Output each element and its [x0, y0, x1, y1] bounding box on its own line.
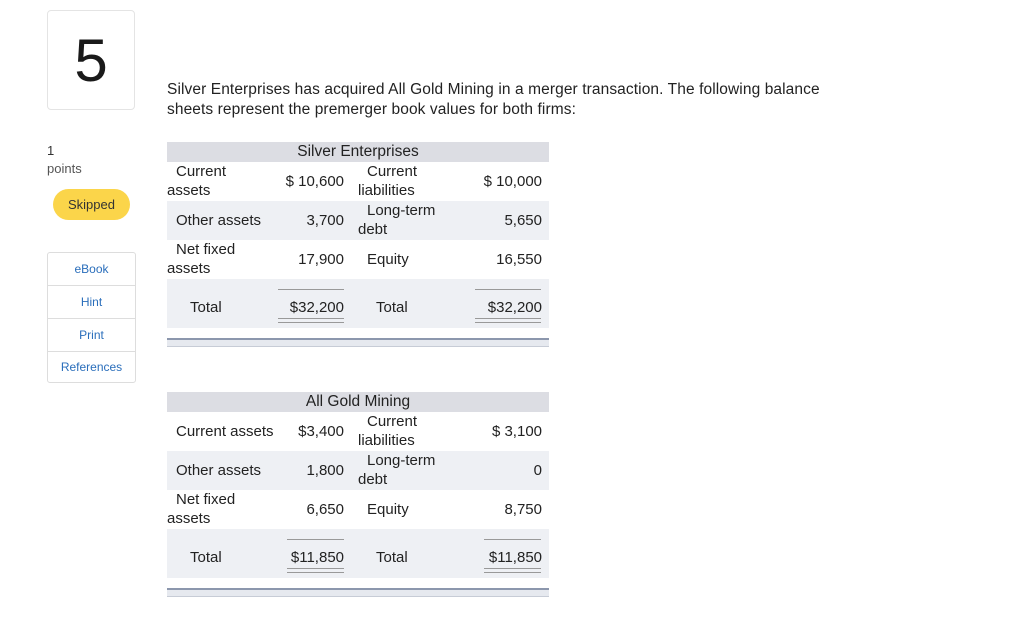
table-row: [167, 162, 549, 201]
table-row: [167, 412, 549, 451]
total-label: Total: [376, 549, 408, 566]
total-value: $11,850: [290, 549, 344, 566]
table-divider: [167, 588, 549, 597]
row-value: 0: [533, 462, 542, 479]
underline: [278, 289, 344, 290]
row-label: Net fixed: [176, 241, 236, 258]
table-row: [167, 490, 549, 529]
row-value: 5,650: [504, 212, 542, 229]
row-label: Equity: [367, 251, 409, 268]
row-label: Current: [176, 163, 227, 180]
row-label: Long-term: [367, 452, 436, 469]
total-row: [167, 279, 549, 328]
row-value: 16,550: [496, 251, 542, 268]
row-label: debt: [358, 221, 388, 238]
double-underline: [484, 568, 541, 573]
table-row: [167, 451, 549, 490]
underline: [287, 539, 344, 540]
row-label: assets: [167, 260, 211, 277]
total-row: [167, 529, 549, 578]
total-value: $32,200: [289, 299, 344, 316]
total-label: Total: [376, 299, 408, 316]
row-value: 6,650: [306, 501, 344, 518]
table-row: [167, 201, 549, 240]
double-underline: [287, 568, 344, 573]
row-label: Other assets: [176, 462, 262, 479]
row-label: Other assets: [176, 212, 262, 229]
row-value: 1,800: [306, 462, 344, 479]
tools-panel: [47, 252, 136, 383]
sheet-title: All Gold Mining: [167, 392, 549, 412]
row-label: assets: [167, 182, 211, 199]
row-label: liabilities: [358, 182, 415, 199]
points-label: points: [47, 161, 82, 176]
print-link[interactable]: Print: [48, 319, 135, 352]
row-label: Equity: [367, 501, 409, 518]
gold-balance-sheet: [167, 392, 549, 597]
references-link[interactable]: References: [60, 360, 123, 374]
table-row: [167, 240, 549, 279]
row-label: Current: [367, 163, 418, 180]
row-label: Current assets: [176, 423, 274, 440]
row-value: $3,400: [298, 423, 344, 440]
silver-balance-sheet: [167, 142, 549, 347]
underline: [484, 539, 541, 540]
question-prompt: Silver Enterprises has acquired All Gold Mining in a merger transaction. The following balance sheets represent the premerger book values for both firms:: [167, 81, 820, 118]
question-number: 5: [47, 10, 135, 110]
row-value: $ 10,600: [285, 173, 344, 190]
total-value: $11,850: [488, 549, 542, 566]
row-value: $ 3,100: [491, 423, 542, 440]
row-label: Long-term: [367, 202, 436, 219]
hint-link[interactable]: Hint: [48, 286, 135, 319]
row-value: 3,700: [306, 212, 344, 229]
row-value: 17,900: [298, 251, 344, 268]
underline: [475, 289, 541, 290]
row-value: $ 10,000: [483, 173, 542, 190]
status-badge: Skipped: [53, 189, 130, 220]
row-label: assets: [167, 510, 211, 527]
total-label: Total: [190, 549, 222, 566]
double-underline: [475, 318, 541, 323]
row-label: Net fixed: [176, 491, 236, 508]
row-label: debt: [358, 471, 388, 488]
points-value: 1: [47, 143, 55, 158]
row-value: 8,750: [504, 501, 542, 518]
double-underline: [278, 318, 344, 323]
total-label: Total: [190, 299, 222, 316]
ebook-link[interactable]: eBook: [48, 253, 135, 286]
total-value: $32,200: [487, 299, 542, 316]
row-label: Current: [367, 413, 418, 430]
sheet-title: Silver Enterprises: [167, 142, 549, 162]
row-label: liabilities: [358, 432, 415, 449]
table-divider: [167, 338, 549, 347]
